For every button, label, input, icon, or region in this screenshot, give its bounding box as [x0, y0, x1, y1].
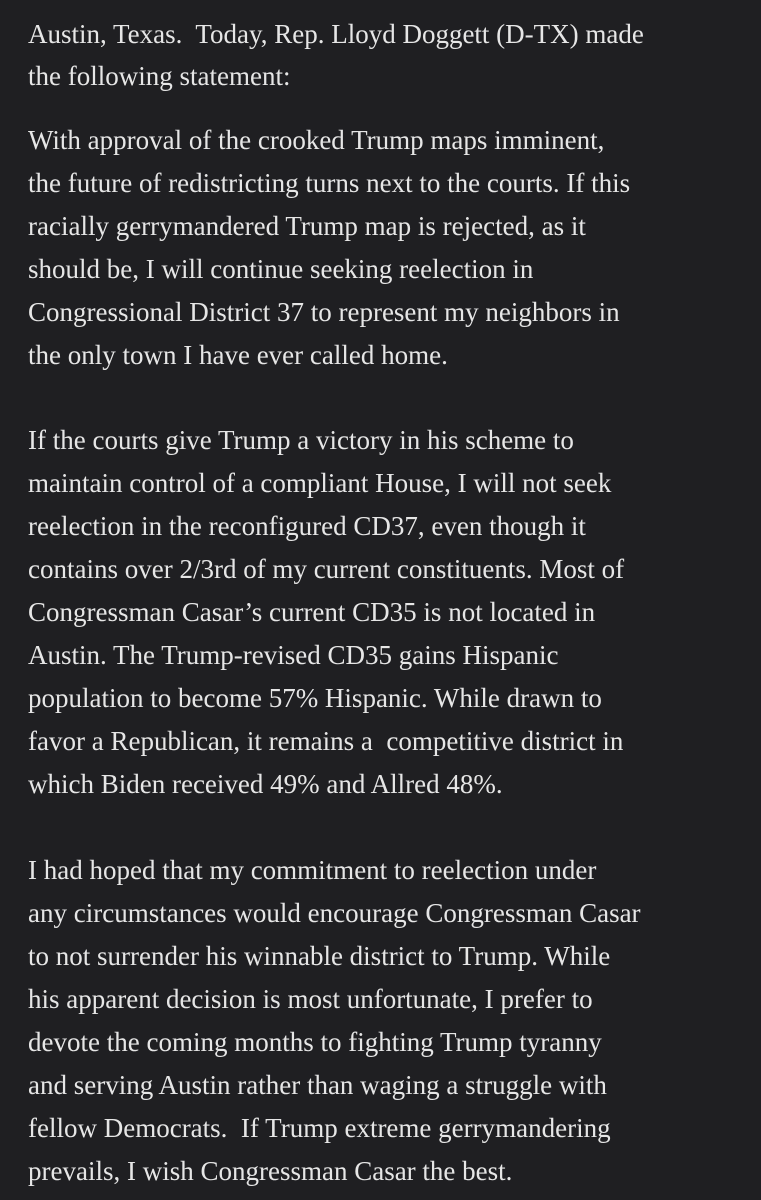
text-line: population to become 57% Hispanic. While drawn to	[28, 683, 602, 713]
text-line: his apparent decision is most unfortunate, I prefer to	[28, 984, 593, 1014]
text-line: racially gerrymandered Trump map is rejected, as it	[28, 211, 586, 241]
text-line: the future of redistricting turns next to the courts. If this	[28, 168, 631, 198]
text-line: favor a Republican, it remains a competitive district in	[28, 726, 624, 756]
text-line: If the courts give Trump a victory in his scheme to	[28, 425, 574, 455]
text-line: I had hoped that my commitment to reelection under	[28, 855, 597, 885]
text-line: contains over 2/3rd of my current constituents. Most of	[28, 554, 625, 584]
text-line: fellow Democrats. If Trump extreme gerrymandering	[28, 1113, 611, 1143]
text-line: should be, I will continue seeking reelection in	[28, 254, 534, 284]
text-line: maintain control of a compliant House, I will not seek	[28, 468, 612, 498]
text-line: Austin, Texas. Today, Rep. Lloyd Doggett (D-TX) made	[28, 19, 644, 49]
text-line: the following statement:	[28, 61, 291, 91]
text-line: devote the coming months to fighting Trump tyranny	[28, 1027, 602, 1057]
text-line: prevails, I wish Congressman Casar the best.	[28, 1156, 513, 1186]
text-line: Congressional District 37 to represent my neighbors in	[28, 297, 620, 327]
text-line: the only town I have ever called home.	[28, 340, 448, 370]
text-line: and serving Austin rather than waging a struggle with	[28, 1070, 607, 1100]
text-line: Congressman Casar’s current CD35 is not located in	[28, 597, 596, 627]
text-line: which Biden received 49% and Allred 48%.	[28, 769, 503, 799]
text-line: With approval of the crooked Trump maps imminent,	[28, 125, 605, 155]
text-line: Austin. The Trump-revised CD35 gains Hispanic	[28, 640, 559, 670]
text-line: reelection in the reconfigured CD37, even though it	[28, 511, 586, 541]
text-line: any circumstances would encourage Congressman Casar	[28, 898, 641, 928]
text-line: to not surrender his winnable district to Trump. While	[28, 941, 611, 971]
